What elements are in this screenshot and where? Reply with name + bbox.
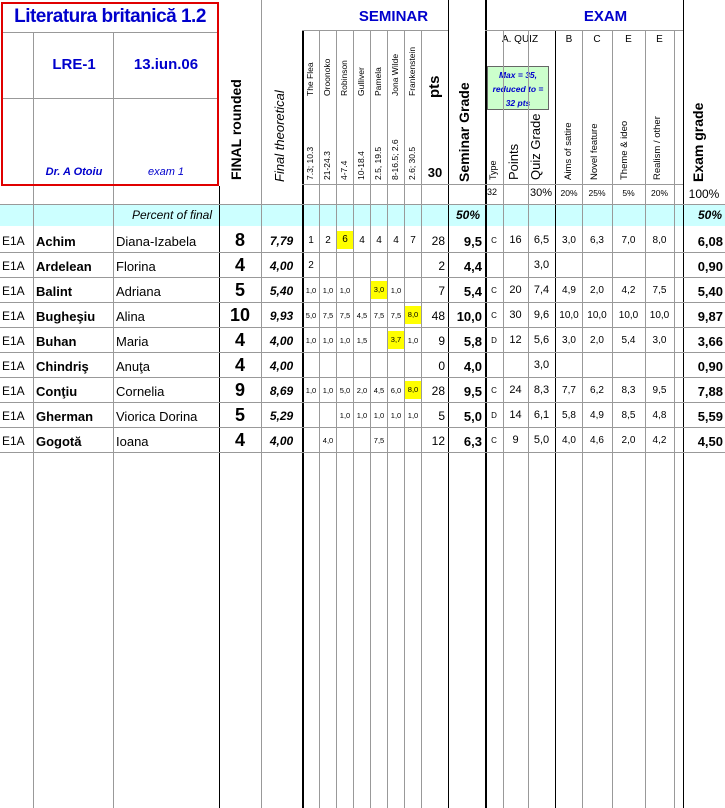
seminar-score-cell: 3,0 (371, 281, 387, 299)
grid-hline (302, 30, 448, 31)
seminar-col-range: 21-24.3 (322, 151, 332, 180)
final-theoretical-cell: 8,69 (269, 384, 294, 398)
title-box-divider (33, 33, 34, 184)
seminar-col-range: 10-18.4 (356, 151, 366, 180)
seminar-score-cell: 5,0 (339, 386, 351, 395)
exam-score-cell: 7,7 (562, 385, 576, 396)
table-row (0, 303, 725, 328)
seminar-pct: 50% (455, 208, 480, 222)
exam-grade-cell: 5,40 (697, 284, 723, 299)
final-theoretical-cell: 9,93 (269, 309, 294, 323)
seminar-header: SEMINAR (358, 8, 429, 25)
exam-score-cell: 2,0 (590, 285, 604, 296)
first-name-cell: Florina (116, 259, 156, 274)
seminar-score-cell: 1,0 (322, 386, 334, 395)
seminar-score-cell: 1,0 (305, 286, 317, 295)
last-name-cell: Balint (36, 284, 73, 299)
final-rounded-cell: 10 (229, 305, 251, 325)
seminar-score-cell: 3,7 (388, 331, 404, 349)
quiz-grade-cell: 5,0 (533, 434, 550, 446)
exam-score-cell: 4,0 (562, 435, 576, 446)
exam-col-letter: E (625, 34, 632, 45)
exam-grade-header: Exam grade (690, 102, 706, 182)
exam-score-cell: 10,0 (649, 310, 670, 321)
exam-score-cell: 6,3 (590, 235, 604, 246)
table-row (0, 228, 725, 253)
first-name-cell: Diana-Izabela (116, 234, 197, 249)
seminar-score-cell: 7,5 (373, 311, 385, 320)
seminar-col-name: Frankenstein (407, 46, 417, 96)
seminar-score-cell: 2 (308, 260, 314, 271)
quiz-grade-cell: 6,5 (533, 234, 550, 246)
seminar-grade-cell: 4,4 (463, 259, 482, 274)
points-cell: 14 (509, 409, 522, 421)
seminar-score-cell: 1,0 (305, 386, 317, 395)
quiz-grade-cell: 9,6 (533, 309, 550, 321)
type-cell: C (491, 311, 497, 320)
seminar-score-cell: 1,0 (390, 286, 402, 295)
quiz-group-header (486, 34, 554, 46)
pts-header: pts (426, 75, 443, 98)
group-cell: E1A (2, 284, 25, 298)
type-cell: C (491, 386, 497, 395)
exam-col-letter: C (593, 34, 601, 45)
exam-col-name: Realism / other (652, 116, 663, 180)
exam-score-cell: 10,0 (559, 310, 579, 321)
exam-grade-cell: 4,50 (697, 434, 723, 449)
type-cell: C (491, 286, 497, 295)
exam-score-cell: 3,0 (562, 335, 576, 346)
quiz-grade-cell: 3,0 (533, 359, 550, 371)
quiz-grade-cell: 7,4 (533, 284, 550, 296)
quiz-grade-cell: 8,3 (533, 384, 550, 396)
type-cell: C (491, 236, 497, 245)
pts-cell: 2 (438, 259, 445, 273)
title-box-divider (3, 98, 217, 99)
seminar-score-cell: 1,5 (356, 336, 368, 345)
last-name-cell: Gherman (36, 409, 94, 424)
quiz-group-label: A. QUIZ (501, 34, 539, 45)
pts-cell: 28 (431, 384, 445, 398)
points-cell: 9 (512, 434, 519, 446)
row-divider (0, 452, 725, 453)
seminar-score-cell: 1,0 (339, 336, 351, 345)
exam-col-name: Aims of satire (563, 122, 574, 180)
seminar-score-cell: 7,5 (322, 311, 334, 320)
group-cell: E1A (2, 434, 25, 448)
final-rounded-cell: 9 (234, 380, 245, 400)
exam-grade-cell: 3,66 (697, 334, 723, 349)
seminar-score-cell: 4,5 (356, 311, 368, 320)
exam-pct: 50% (697, 208, 722, 222)
final-theoretical-cell: 7,79 (269, 234, 294, 248)
exam-grade-cell: 0,90 (697, 259, 723, 274)
quiz-pct: 30% (529, 187, 553, 199)
exam-score-cell: 2,0 (621, 435, 636, 446)
exam-col-pct: 5% (622, 188, 635, 198)
seminar-col-range: 2.6; 30.5 (407, 146, 417, 180)
seminar-grade-cell: 10,0 (456, 309, 482, 324)
exam-date: 13.iun.06 (133, 56, 199, 73)
points-cell: 12 (509, 334, 522, 346)
exam-grade-cell: 7,88 (697, 384, 723, 399)
quiz-grade-cell: 6,1 (533, 409, 550, 421)
percent-of-final-label: Percent of final (131, 208, 212, 222)
seminar-col-name: Jona Wilde (390, 53, 400, 96)
table-row (0, 353, 725, 378)
group-cell: E1A (2, 359, 25, 373)
seminar-grade-cell: 6,3 (463, 434, 482, 449)
seminar-score-cell: 7,5 (339, 311, 351, 320)
exam-score-cell: 8,0 (652, 235, 667, 246)
pts-cell: 12 (431, 434, 445, 448)
seminar-score-cell: 1,0 (407, 411, 419, 420)
last-name-cell: Achim (36, 234, 76, 249)
final-rounded-cell: 4 (234, 255, 245, 275)
exam-score-cell: 4,6 (590, 435, 604, 446)
exam-col-pct: 25% (588, 188, 606, 198)
exam-score-cell: 5,8 (562, 410, 576, 421)
table-row (0, 328, 725, 353)
group-cell: E1A (2, 334, 25, 348)
last-name-cell: Chindriş (36, 359, 89, 374)
table-row (0, 378, 725, 403)
quiz-grade-cell: 5,6 (533, 334, 550, 346)
seminar-col-name: Robinson (339, 60, 349, 96)
last-name-cell: Conţiu (36, 384, 78, 399)
last-name-cell: Gogotă (36, 434, 82, 449)
seminar-grade-cell: 4,0 (463, 359, 482, 374)
exam-col-pct: 20% (650, 188, 668, 198)
final-theoretical-cell: 5,29 (269, 409, 294, 423)
type-cell: D (491, 411, 497, 420)
seminar-score-cell: 7 (410, 235, 416, 246)
points-header: Points (506, 143, 521, 180)
pts-cell: 5 (438, 409, 445, 423)
sheet-title: Literatura britanică 1.2 (14, 6, 206, 27)
points-cell: 24 (509, 384, 522, 396)
exam-score-cell: 8,5 (621, 410, 636, 421)
quiz-note-text: Max = 35, reduced to = 32 pts (492, 70, 544, 108)
quiz-grade-header: Quiz Grade (528, 113, 543, 180)
exam-score-cell: 3,0 (562, 235, 576, 246)
seminar-grade-cell: 5,4 (463, 284, 482, 299)
points-cell: 16 (509, 234, 522, 246)
grid-hline (0, 204, 725, 205)
final-rounded-cell: 4 (234, 430, 245, 450)
seminar-score-cell: 1,0 (322, 286, 334, 295)
seminar-score-cell: 4 (359, 235, 365, 246)
final-theoretical-cell: 4,00 (269, 359, 294, 373)
first-name-cell: Adriana (116, 284, 161, 299)
exam-col-pct: 20% (560, 188, 578, 198)
exam-header: EXAM (583, 8, 628, 25)
seminar-score-cell: 6,0 (390, 386, 402, 395)
exam-score-cell: 10,0 (618, 310, 639, 321)
final-theoretical-header: Final theoretical (272, 90, 287, 182)
seminar-grade-cell: 5,0 (463, 409, 482, 424)
quiz-grade-cell: 3,0 (533, 259, 550, 271)
seminar-score-cell: 2 (325, 235, 331, 246)
table-row (0, 278, 725, 303)
seminar-col-range: 7.3; 10.3 (305, 146, 315, 180)
seminar-score-cell: 1,0 (407, 336, 419, 345)
pts-cell: 0 (438, 359, 445, 373)
exam-score-cell: 8,3 (621, 385, 636, 396)
last-name-cell: Ardelean (36, 259, 92, 274)
exam-score-cell: 10,0 (587, 310, 607, 321)
points-cell: 30 (509, 309, 522, 321)
seminar-score-cell: 7,5 (390, 311, 402, 320)
exam-score-cell: 9,5 (652, 385, 667, 396)
seminar-grade-cell: 5,8 (463, 334, 482, 349)
table-row (0, 253, 725, 278)
grid-hline (485, 30, 683, 31)
exam-score-cell: 3,0 (652, 335, 667, 346)
exam-col-letter: E (656, 34, 663, 45)
exam-score-cell: 4,2 (621, 285, 636, 296)
table-row (0, 403, 725, 428)
seminar-score-cell: 4 (376, 235, 382, 246)
seminar-score-cell: 2,0 (356, 386, 368, 395)
exam-score-cell: 6,2 (590, 385, 604, 396)
seminar-score-cell: 1,0 (339, 411, 351, 420)
final-rounded-cell: 4 (234, 355, 245, 375)
seminar-grade-header: Seminar Grade (456, 82, 472, 182)
seminar-grade-cell: 9,5 (463, 384, 482, 399)
first-name-cell: Alina (116, 309, 145, 324)
group-cell: E1A (2, 309, 25, 323)
exam-total-pct: 100% (688, 187, 720, 201)
course-code: LRE-1 (52, 56, 96, 73)
seminar-col-range: 8-16.5; 2.6 (390, 139, 400, 180)
seminar-score-cell: 8,0 (405, 306, 421, 324)
exam-score-cell: 7,5 (652, 285, 667, 296)
first-name-cell: Viorica Dorina (116, 409, 198, 424)
seminar-grade-cell: 9,5 (463, 234, 482, 249)
pts-cell: 7 (438, 284, 445, 298)
seminar-score-cell: 1,0 (390, 411, 402, 420)
pts-cell: 9 (438, 334, 445, 348)
table-row (0, 428, 725, 453)
exam-grade-cell: 0,90 (697, 359, 723, 374)
first-name-cell: Maria (116, 334, 149, 349)
seminar-total: 30 (427, 165, 443, 180)
seminar-col-range: 4-7.4 (339, 160, 349, 180)
seminar-score-cell: 4 (393, 235, 399, 246)
grid-hline (302, 184, 683, 185)
exam-score-cell: 5,4 (621, 335, 636, 346)
exam-score-cell: 4,9 (590, 410, 604, 421)
exam-grade-cell: 5,59 (697, 409, 723, 424)
seminar-score-cell: 4,0 (322, 436, 334, 445)
type-header: Type (488, 160, 498, 180)
final-rounded-cell: 4 (234, 330, 245, 350)
final-rounded-cell: 5 (234, 405, 245, 425)
group-cell: E1A (2, 259, 25, 273)
seminar-col-name: Oroonoko (322, 58, 332, 96)
group-cell: E1A (2, 409, 25, 423)
seminar-score-cell: 8,0 (405, 381, 421, 399)
exam-col-letter: B (565, 34, 573, 45)
seminar-score-cell: 1,0 (373, 411, 385, 420)
seminar-col-name: Gulliver (356, 67, 366, 96)
exam-score-cell: 2,0 (590, 335, 604, 346)
seminar-score-cell: 7,5 (373, 436, 385, 445)
exam-score-cell: 4,9 (562, 285, 576, 296)
final-theoretical-cell: 4,00 (269, 259, 294, 273)
final-rounded-header: FINAL rounded (228, 79, 244, 180)
seminar-score-cell: 1,0 (356, 411, 368, 420)
title-box-divider (113, 33, 114, 184)
group-cell: E1A (2, 234, 25, 248)
exam-grade-cell: 9,87 (697, 309, 723, 324)
pts-cell: 28 (431, 234, 445, 248)
title-box-divider (3, 32, 217, 33)
first-name-cell: Anuţa (116, 359, 150, 374)
exam-score-cell: 7,0 (621, 235, 636, 246)
quiz-note (487, 66, 549, 110)
group-cell: E1A (2, 384, 25, 398)
seminar-score-cell: 1,0 (322, 336, 334, 345)
seminar-col-name: Pamela (373, 67, 383, 96)
final-rounded-cell: 8 (234, 230, 245, 250)
seminar-score-cell: 1,0 (339, 286, 351, 295)
final-theoretical-cell: 4,00 (269, 334, 294, 348)
last-name-cell: Bugheşiu (36, 309, 96, 324)
exam-col-name: Theme & ideo (619, 120, 630, 180)
first-name-cell: Ioana (116, 434, 149, 449)
final-theoretical-cell: 4,00 (269, 434, 294, 448)
exam-score-cell: 4,2 (652, 435, 667, 446)
exam-col-name: Novel feature (589, 123, 600, 180)
exam-label: exam 1 (147, 166, 185, 178)
seminar-col-range: 2.5, 19.5 (373, 146, 383, 180)
first-name-cell: Cornelia (116, 384, 165, 399)
seminar-col-name: The Flea (305, 62, 315, 96)
type-value: 32 (487, 187, 498, 197)
seminar-score-cell: 1 (308, 235, 314, 246)
type-cell: C (491, 436, 497, 445)
points-cell: 20 (509, 284, 522, 296)
exam-score-cell: 4,8 (652, 410, 667, 421)
last-name-cell: Buhan (36, 334, 77, 349)
seminar-score-cell: 4,5 (373, 386, 385, 395)
seminar-score-cell: 1,0 (305, 336, 317, 345)
seminar-score-cell: 5,0 (305, 311, 317, 320)
type-cell: D (491, 336, 497, 345)
pts-cell: 48 (431, 309, 445, 323)
instructor-name: Dr. A Otoiu (45, 166, 103, 178)
final-theoretical-cell: 5,40 (269, 284, 294, 298)
exam-grade-cell: 6,08 (697, 234, 723, 249)
seminar-score-cell: 6 (337, 231, 353, 249)
final-rounded-cell: 5 (234, 280, 245, 300)
